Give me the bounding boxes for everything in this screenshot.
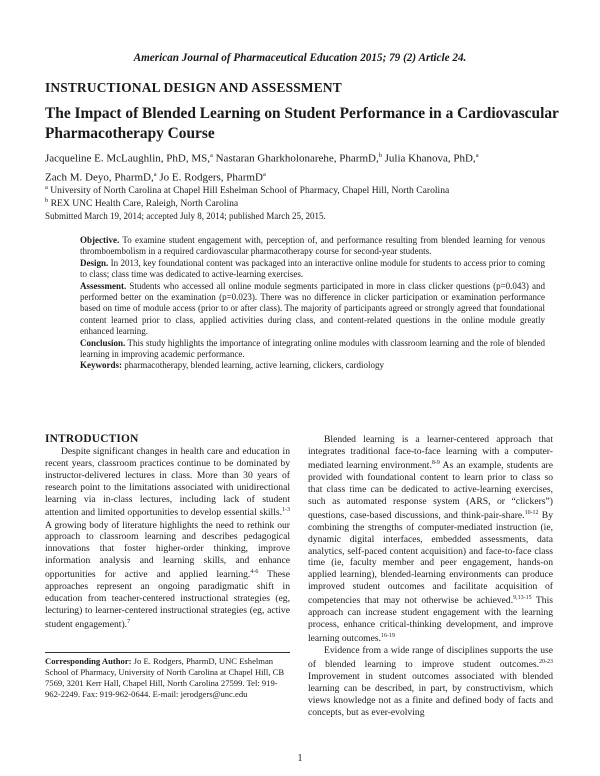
section-heading: INSTRUCTIONAL DESIGN AND ASSESSMENT: [45, 80, 342, 95]
author-1: Jacqueline E. McLaughlin, PhD, MS,: [45, 152, 210, 165]
publication-dates: Submitted March 19, 2014; accepted July 8, 2014; published March 25, 2015.: [45, 211, 326, 221]
footnote-divider: [45, 652, 290, 653]
affiliation-a: $^a$ University of North Carolina at Chapel Hill Eshelman School of Pharmacy, Chapel Hill, North Carolina: [45, 184, 450, 197]
abstract-design: Design. In 2013, key foundational content was packaged into an interactive online module for students to access prior to coming to class; class time was dedicated to active-learning exercises.: [80, 257, 545, 280]
keywords: Keywords: pharmacotherapy, blended learning, active learning, clickers, cardiology: [80, 360, 385, 371]
page-number: 1: [297, 753, 303, 764]
evidence-paragraph: Evidence from a wide range of disciplines supports the use of blended learning to improve student outcomes.$^{20-23}$ Improvement in student outcomes associated with blended learning can be described, in part, by constructivism, which views knowledge not as a finite and defined body of facts and concepts, but as ever-evolving: [308, 645, 553, 718]
article-title: The Impact of Blended Learning on Student Performance in a Cardiovascular Pharmacotherapy Course: [45, 105, 559, 142]
blended-learning-paragraph: Blended learning is a learner-centered approach that integrates traditional face-to-face learning with a computer-mediated learning environment.$^{8-9}$ As an example, students are provided with foundational content to learn prior to class so that class time can be dedicated to active-learning exercises, such as automated response system (ARS, or “clickers”) questions, case-based discussions, and think-pair-share.$^{10-12}$ By combining the strengths of computer-mediated instruction (ie, dynamic digital interfaces, embedded assessments, data analytics, self-paced content acquisition) and face-to-face class time (ie, faculty member and peer engagement, hands-on applied learning), blended-learning environments can produce improved student outcomes and facilitate acquisition of competencies that may not otherwise be achieved.$^{9,13-15}$ This approach can increase student engagement with the learning process, enhance critical-thinking development, and improve learning outcomes.$^{16-19}$: [308, 434, 554, 645]
abstract: [80, 235, 545, 372]
abstract-conclusion: Conclusion. This study highlights the importance of integrating online modules with classroom learning and the role of blended learning in improving academic performance.: [80, 337, 545, 360]
intro-paragraph: Despite significant changes in health care and education in recent years, classroom practices continue to be dominated by instructor-delivered lectures in class. More than 30 years of research point to the limitations associated with unidirectional learning via in-class lectures, including lack of student attention and limited opportunities to develop essential skills.$^{1-3}$ A growing body of literature highlights the need to rethink our approach to classroom learning and describes pedagogical innovations that foster higher-order thinking, improve information analysis and learning skills, and enhance opportunities for active and applied learning.$^{4-6}$ These approaches represent an ongoing paradigmatic shift in education from teacher-centered instructional strategies (eg, lecturing) to learner-centered instructional strategies (eg, active student engagement).$^7$: [45, 445, 290, 631]
introduction-heading: INTRODUCTION: [45, 433, 139, 445]
author-2: Nastaran Gharkholonarehe, PharmD,: [212, 152, 379, 165]
journal-citation: American Journal of Pharmaceutical Education 2015; 79 (2) Article 24.: [133, 52, 467, 64]
author-3: Julia Khanova, PhD,: [381, 152, 476, 165]
abstract-objective: Objective. To examine student engagement with, perception of, and performance resulting from blended learning for venous thromboembolism in a required cardiovascular pharmacotherapy course for second-year students.: [80, 235, 545, 257]
corresponding-author: Corresponding Author: Jo E. Rodgers, PharmD, UNC Eshelman School of Pharmacy, University of North Carolina at Chapel Hill, CB 7569, 3201 Kerr Hall, Chapel Hill, North Carolina 27599. Tel: 919-962-2249. Fax: 919-962-0644. E-mail: jerodgers@unc.edu: [45, 656, 285, 699]
left-column: [45, 434, 290, 631]
author-4: Zach M. Deyo, PharmD,: [45, 171, 154, 184]
author-5: Jo E. Rodgers, PharmD: [156, 171, 263, 184]
author-list: Jacqueline E. McLaughlin, PhD, MS,$^a$ Nastaran Gharkholonarehe, PharmD,$^b$ Julia Khanova, PhD,$^a$ Zach M. Deyo, PharmD,$^a$ Jo E. Rodgers, PharmD$^a$: [45, 152, 479, 184]
abstract-assessment: Assessment. Students who accessed all online module segments participated in more in class clicker questions (p=0.043) and performed better on the examination (p=0.023). There was no difference in clicker participation or examination performance based on time of module access (prior to or after class). The majority of participants agreed or strongly agreed that foundational content learned prior to class, applied activities during class, and content-related questions in the online module greatly enhanced learning.: [80, 280, 545, 337]
affiliation-b: $^b$ REX UNC Health Care, Raleigh, North Carolina: [45, 197, 239, 210]
right-column: [308, 434, 553, 719]
